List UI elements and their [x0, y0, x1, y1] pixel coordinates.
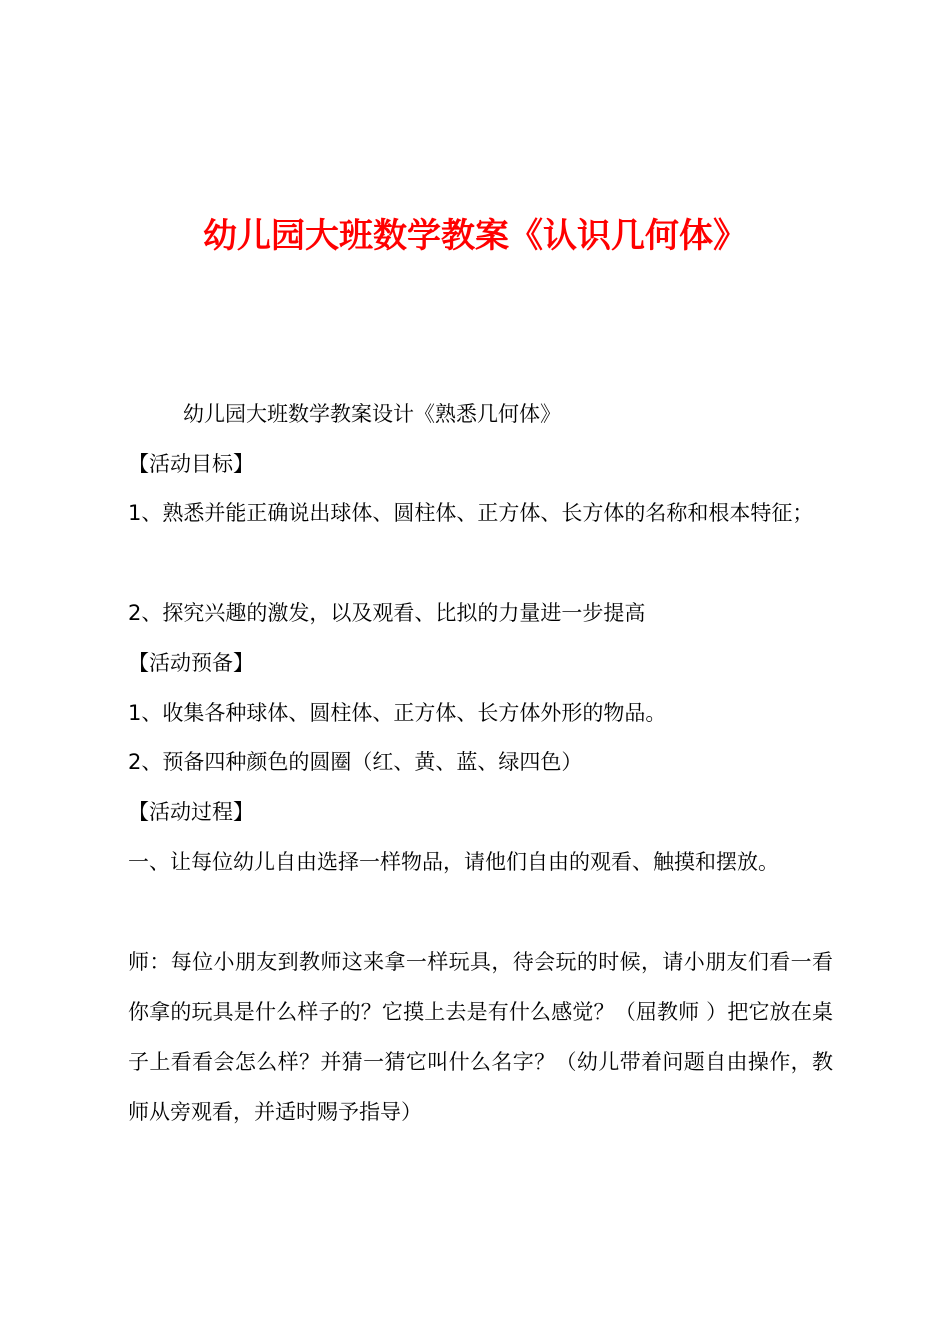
- document-title: 幼儿园大班数学教案《认识几何体》: [203, 216, 747, 256]
- prep-1-line: 1、收集各种球体、圆柱体、正方体、长方体外形的物品。: [128, 701, 667, 725]
- document-subtitle: 幼儿园大班数学教案设计《熟悉几何体》: [183, 402, 561, 426]
- prep-heading: 【活动预备】: [128, 651, 254, 675]
- prep-2-line: 2、预备四种颜色的圆圈（红、黄、蓝、绿四色）: [128, 750, 583, 774]
- goal-2-line: 2、探究兴趣的激发，以及观看、比拟的力量进一步提高: [128, 601, 646, 625]
- goal-1-paragraph: 1、熟悉并能正确说出球体、圆柱体、正方体、长方体的名称和根本特征；: [128, 501, 814, 525]
- process-1-line: 一、让每位幼儿自由选择一样物品，请他们自由的观看、触摸和摆放。: [128, 850, 779, 874]
- process-heading: 【活动过程】: [128, 800, 254, 824]
- teacher-paragraph: 师：每位小朋友到教师这来拿一样玩具，待会玩的时候，请小朋友们看一看你拿的玩具是什么样子的？它摸上去是有什么感觉？（屈教师 ）把它放在桌子上看看会怎么样？并猜一猜它叫什么名字？（幼儿带着问题自由操作，教师从旁观看，并适时赐予指导）: [128, 950, 833, 1124]
- goals-heading: 【活动目标】: [128, 452, 254, 476]
